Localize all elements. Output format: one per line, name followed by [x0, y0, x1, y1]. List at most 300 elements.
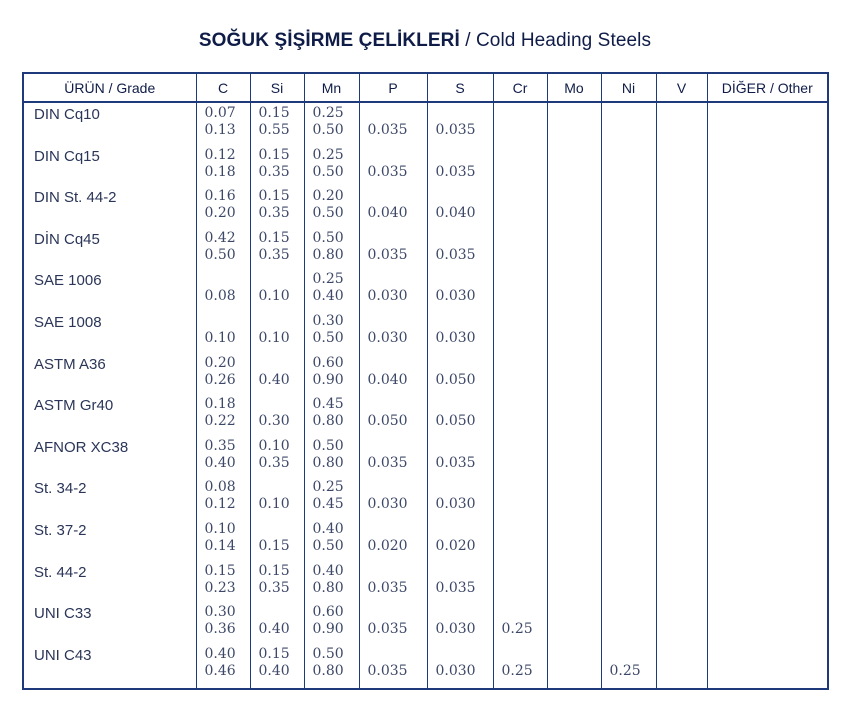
cell-ni — [601, 519, 656, 561]
cell-other — [707, 102, 828, 145]
cell-ni — [601, 102, 656, 145]
grade-cell — [23, 436, 196, 478]
min-value — [716, 604, 828, 621]
cell-values — [197, 353, 250, 389]
grade-name: St. 37-2 — [34, 521, 87, 539]
max-value: 0.030 — [435, 288, 476, 305]
min-value — [665, 188, 707, 205]
cell-values — [708, 602, 828, 621]
cell-values — [657, 228, 707, 247]
grade-name: SAE 1008 — [34, 313, 102, 331]
grade-cell — [23, 561, 196, 603]
cell-c — [196, 269, 250, 311]
cell-values — [251, 477, 304, 513]
cell-values — [602, 561, 656, 580]
min-value — [716, 396, 828, 413]
min-value — [368, 188, 427, 205]
cell-c — [196, 519, 250, 561]
cell-values — [251, 519, 304, 555]
cell-values — [708, 436, 828, 455]
min-value — [716, 521, 828, 538]
min-value — [610, 521, 656, 538]
cell-cr — [493, 102, 547, 145]
cell-values — [494, 353, 547, 372]
min-value: 0.16 — [204, 188, 236, 205]
max-value: 0.26 — [204, 371, 236, 388]
min-value — [610, 563, 656, 580]
max-value: 0.030 — [367, 496, 408, 513]
cell-si — [250, 186, 304, 228]
cell-values — [360, 145, 427, 181]
cell-mn — [304, 436, 359, 478]
cell-values — [602, 186, 656, 205]
cell-v — [656, 477, 707, 519]
cell-mo — [547, 311, 601, 353]
cell-values — [494, 561, 547, 580]
cell-values — [494, 602, 547, 638]
min-value — [716, 313, 828, 330]
min-value — [436, 105, 493, 122]
max-value: 0.25 — [501, 621, 533, 638]
cell-v — [656, 186, 707, 228]
steel-grades-table — [22, 72, 829, 690]
grade-cell — [23, 644, 196, 689]
cell-p — [359, 353, 427, 395]
max-value: 0.40 — [258, 662, 290, 679]
cell-values — [360, 186, 427, 222]
cell-values — [708, 103, 828, 122]
cell-values — [305, 519, 359, 555]
cell-mn — [304, 186, 359, 228]
max-value: 0.035 — [367, 662, 408, 679]
cell-values — [428, 602, 493, 638]
cell-other — [707, 353, 828, 395]
max-value: 0.035 — [435, 122, 476, 138]
cell-values — [428, 644, 493, 680]
min-value — [436, 563, 493, 580]
cell-values — [548, 644, 601, 663]
header-cr: Cr — [493, 73, 547, 102]
min-value — [368, 147, 427, 164]
title-turkish: SOĞUK ŞİŞİRME ÇELİKLERİ — [198, 30, 460, 51]
cell-values — [305, 394, 359, 430]
grade-name: St. 34-2 — [34, 480, 87, 498]
cell-mn — [304, 602, 359, 644]
grade-name: DIN St. 44-2 — [34, 189, 117, 207]
cell-values — [428, 103, 493, 139]
min-value — [556, 271, 601, 288]
cell-values — [305, 145, 359, 181]
cell-values — [251, 145, 304, 181]
min-value: 0.40 — [312, 562, 344, 579]
cell-values — [428, 145, 493, 181]
cell-values — [548, 269, 601, 288]
cell-values — [494, 644, 547, 680]
cell-v — [656, 561, 707, 603]
cell-values — [197, 311, 250, 347]
cell-values — [548, 602, 601, 621]
min-value — [665, 230, 707, 247]
cell-si — [250, 561, 304, 603]
min-value — [436, 604, 493, 621]
max-value: 0.035 — [367, 122, 408, 138]
max-value: 0.12 — [204, 496, 236, 513]
cell-values — [494, 186, 547, 205]
grade-name: UNI C43 — [34, 646, 92, 664]
cell-values — [548, 436, 601, 455]
table-row — [23, 311, 828, 353]
header-ni: Ni — [601, 73, 656, 102]
max-value: 0.030 — [367, 329, 408, 346]
min-value: 0.40 — [312, 520, 344, 537]
min-value — [259, 604, 304, 621]
max-value: 0.35 — [258, 246, 290, 263]
cell-values — [494, 228, 547, 247]
cell-si — [250, 311, 304, 353]
cell-values — [305, 644, 359, 680]
cell-mo — [547, 228, 601, 270]
min-value — [716, 230, 828, 247]
cell-p — [359, 477, 427, 519]
cell-ni — [601, 644, 656, 689]
cell-s — [427, 477, 493, 519]
min-value — [610, 396, 656, 413]
min-value — [502, 646, 547, 663]
cell-values — [305, 186, 359, 222]
cell-v — [656, 353, 707, 395]
cell-values — [494, 103, 547, 122]
cell-values — [197, 394, 250, 430]
min-value — [436, 230, 493, 247]
cell-s — [427, 602, 493, 644]
max-value: 0.22 — [204, 413, 236, 430]
cell-mo — [547, 602, 601, 644]
max-value: 0.035 — [435, 579, 476, 596]
header-v: V — [656, 73, 707, 102]
cell-other — [707, 436, 828, 478]
cell-mo — [547, 394, 601, 436]
cell-v — [656, 394, 707, 436]
cell-cr — [493, 519, 547, 561]
max-value: 0.035 — [367, 579, 408, 596]
max-value: 0.90 — [312, 371, 344, 388]
cell-p — [359, 311, 427, 353]
grade-cell — [23, 102, 196, 145]
min-value: 0.35 — [204, 437, 236, 454]
min-value — [610, 438, 656, 455]
max-value: 0.80 — [312, 579, 344, 596]
cell-c — [196, 186, 250, 228]
cell-values — [305, 602, 359, 638]
min-value — [665, 604, 707, 621]
header-mn: Mn — [304, 73, 359, 102]
max-value: 0.10 — [258, 329, 290, 346]
min-value — [556, 313, 601, 330]
table-row — [23, 145, 828, 187]
min-value — [610, 271, 656, 288]
min-value — [259, 355, 304, 372]
min-value — [368, 604, 427, 621]
cell-s — [427, 102, 493, 145]
cell-p — [359, 186, 427, 228]
grade-name: AFNOR XC38 — [34, 438, 129, 456]
cell-values — [548, 561, 601, 580]
min-value — [436, 271, 493, 288]
cell-values — [428, 186, 493, 222]
header-si: Si — [250, 73, 304, 102]
min-value: 0.15 — [258, 229, 290, 246]
max-value: 0.50 — [312, 329, 344, 346]
min-value — [665, 479, 707, 496]
cell-values — [197, 477, 250, 513]
cell-mo — [547, 561, 601, 603]
cell-ni — [601, 561, 656, 603]
min-value: 0.15 — [258, 645, 290, 662]
table-row — [23, 394, 828, 436]
max-value: 0.90 — [312, 621, 344, 638]
cell-c — [196, 228, 250, 270]
min-value: 0.12 — [204, 146, 236, 163]
cell-mo — [547, 477, 601, 519]
max-value: 0.040 — [367, 205, 408, 222]
cell-s — [427, 186, 493, 228]
cell-mn — [304, 561, 359, 603]
max-value: 0.035 — [435, 454, 476, 471]
cell-values — [494, 394, 547, 413]
cell-values — [494, 145, 547, 164]
cell-v — [656, 311, 707, 353]
cell-values — [197, 644, 250, 680]
cell-other — [707, 477, 828, 519]
cell-values — [360, 228, 427, 264]
cell-s — [427, 269, 493, 311]
max-value: 0.020 — [367, 537, 408, 554]
cell-mo — [547, 436, 601, 478]
title-english: Cold Heading Steels — [475, 30, 652, 51]
cell-c — [196, 644, 250, 689]
cell-v — [656, 102, 707, 145]
min-value — [665, 105, 707, 122]
table-row — [23, 477, 828, 519]
min-value — [368, 563, 427, 580]
min-value — [716, 188, 828, 205]
grade-cell — [23, 394, 196, 436]
table-row — [23, 269, 828, 311]
grade-name: DIN Cq15 — [34, 147, 100, 165]
cell-other — [707, 394, 828, 436]
max-value: 0.50 — [312, 122, 344, 138]
cell-values — [251, 186, 304, 222]
cell-values — [360, 311, 427, 347]
min-value — [665, 521, 707, 538]
table-row — [23, 228, 828, 270]
min-value: 0.15 — [204, 562, 236, 579]
min-value — [665, 563, 707, 580]
min-value — [665, 313, 707, 330]
min-value — [368, 646, 427, 663]
min-value — [436, 188, 493, 205]
max-value: 0.050 — [367, 413, 408, 430]
cell-values — [197, 602, 250, 638]
cell-p — [359, 145, 427, 187]
cell-s — [427, 228, 493, 270]
min-value — [610, 230, 656, 247]
min-value — [610, 355, 656, 372]
cell-values — [251, 561, 304, 597]
min-value — [610, 604, 656, 621]
min-value — [610, 479, 656, 496]
min-value: 0.25 — [312, 105, 344, 121]
cell-values — [197, 436, 250, 472]
cell-values — [251, 644, 304, 680]
cell-values — [602, 269, 656, 288]
min-value — [556, 230, 601, 247]
max-value: 0.80 — [312, 662, 344, 679]
cell-values — [708, 353, 828, 372]
cell-values — [708, 228, 828, 247]
cell-values — [548, 186, 601, 205]
max-value: 0.050 — [435, 413, 476, 430]
min-value — [716, 646, 828, 663]
header-grade: ÜRÜN / Grade — [23, 73, 196, 102]
cell-s — [427, 436, 493, 478]
cell-s — [427, 644, 493, 689]
min-value: 0.18 — [204, 396, 236, 413]
cell-v — [656, 269, 707, 311]
min-value: 0.20 — [204, 354, 236, 371]
min-value — [368, 105, 427, 122]
min-value — [502, 271, 547, 288]
cell-v — [656, 228, 707, 270]
grade-cell — [23, 519, 196, 561]
grade-name: ASTM A36 — [34, 355, 106, 373]
cell-si — [250, 644, 304, 689]
min-value: 0.10 — [258, 437, 290, 454]
cell-values — [197, 186, 250, 222]
cell-cr — [493, 644, 547, 689]
cell-c — [196, 477, 250, 519]
cell-values — [197, 269, 250, 305]
cell-values — [657, 145, 707, 164]
max-value: 0.36 — [204, 621, 236, 638]
cell-values — [251, 103, 304, 139]
max-value: 0.13 — [204, 122, 236, 138]
cell-c — [196, 145, 250, 187]
cell-other — [707, 269, 828, 311]
min-value — [502, 438, 547, 455]
max-value: 0.35 — [258, 163, 290, 180]
max-value: 0.030 — [435, 329, 476, 346]
min-value — [436, 438, 493, 455]
cell-cr — [493, 477, 547, 519]
cell-values — [428, 561, 493, 597]
cell-values — [602, 644, 656, 680]
cell-v — [656, 145, 707, 187]
cell-values — [602, 145, 656, 164]
cell-values — [708, 477, 828, 496]
grade-cell — [23, 602, 196, 644]
max-value: 0.030 — [435, 662, 476, 679]
cell-other — [707, 602, 828, 644]
cell-cr — [493, 602, 547, 644]
cell-values — [494, 269, 547, 288]
max-value: 0.46 — [204, 662, 236, 679]
max-value: 0.40 — [258, 621, 290, 638]
min-value — [502, 521, 547, 538]
cell-si — [250, 269, 304, 311]
min-value: 0.45 — [312, 396, 344, 413]
max-value: 0.40 — [312, 288, 344, 305]
cell-other — [707, 561, 828, 603]
cell-mo — [547, 186, 601, 228]
cell-s — [427, 561, 493, 603]
max-value: 0.14 — [204, 537, 236, 554]
min-value — [259, 521, 304, 538]
cell-values — [197, 228, 250, 264]
min-value — [259, 271, 304, 288]
min-value — [556, 563, 601, 580]
cell-values — [657, 103, 707, 122]
max-value: 0.035 — [367, 621, 408, 638]
cell-values — [708, 311, 828, 330]
cell-cr — [493, 394, 547, 436]
grade-cell — [23, 311, 196, 353]
cell-p — [359, 644, 427, 689]
min-value: 0.20 — [312, 188, 344, 205]
grade-name: ASTM Gr40 — [34, 397, 114, 415]
cell-v — [656, 436, 707, 478]
cell-values — [602, 477, 656, 496]
cell-values — [360, 644, 427, 680]
max-value: 0.10 — [258, 288, 290, 305]
min-value — [556, 521, 601, 538]
cell-mo — [547, 644, 601, 689]
min-value — [716, 563, 828, 580]
cell-c — [196, 353, 250, 395]
cell-p — [359, 436, 427, 478]
cell-p — [359, 519, 427, 561]
grade-name: St. 44-2 — [34, 563, 87, 581]
cell-values — [251, 394, 304, 430]
min-value: 0.10 — [204, 520, 236, 537]
max-value: 0.040 — [435, 205, 476, 222]
max-value: 0.08 — [204, 288, 236, 305]
min-value — [502, 105, 547, 122]
cell-values — [360, 519, 427, 555]
cell-ni — [601, 228, 656, 270]
min-value — [665, 147, 707, 164]
min-value: 0.50 — [312, 229, 344, 246]
max-value: 0.040 — [367, 371, 408, 388]
min-value: 0.25 — [312, 146, 344, 163]
cell-values — [305, 477, 359, 513]
min-value — [436, 479, 493, 496]
min-value: 0.40 — [204, 645, 236, 662]
min-value — [259, 479, 304, 496]
min-value — [556, 646, 601, 663]
min-value — [610, 646, 656, 663]
min-value — [716, 147, 828, 164]
cell-v — [656, 602, 707, 644]
grade-cell — [23, 353, 196, 395]
cell-mo — [547, 102, 601, 145]
cell-v — [656, 644, 707, 689]
min-value — [502, 396, 547, 413]
cell-values — [428, 394, 493, 430]
cell-cr — [493, 145, 547, 187]
max-value: 0.10 — [258, 496, 290, 513]
cell-mo — [547, 269, 601, 311]
